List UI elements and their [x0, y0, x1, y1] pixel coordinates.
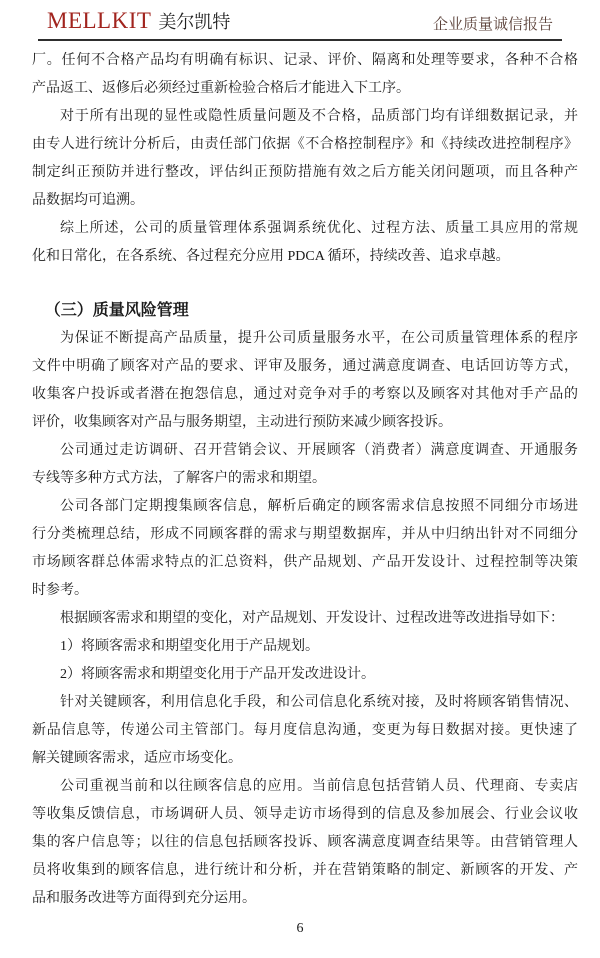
brand-logo-cjk: 美尔凯特 — [158, 12, 231, 32]
text-line: 员将收集到的顾客信息，进行统计和分析，并在营销策略的制定、新顾客的开发、产 — [32, 863, 578, 878]
paragraph — [32, 633, 578, 661]
text-line: 化和日常化，在各系统、各过程充分应用 PDCA 循环，持续改善、追求卓越。 — [32, 249, 510, 264]
text-line: 1）将顾客需求和期望变化用于产品规划。 — [60, 639, 319, 654]
section-heading — [32, 297, 578, 325]
text-line: 专线等多种方式方法，了解客户的需求和期望。 — [32, 471, 326, 486]
text-line: 评价，收集顾客对产品与服务期望，主动进行预防来减少顾客投诉。 — [32, 415, 452, 430]
text-line: 行分类梳理总结，形成不同顾客群的需求与期望数据库，并从中归纳出针对不同细分 — [32, 527, 578, 542]
text-line: 集的客户信息等；以往的信息包括顾客投诉、顾客满意度调查结果等。由营销管理人 — [32, 835, 578, 850]
paragraph — [32, 773, 578, 913]
paragraph — [32, 215, 578, 271]
text-line: 新品信息等，传递公司主管部门。每月度信息沟通，变更为每日数据对接。更快速了 — [32, 723, 578, 738]
text-line: 品数据均可追溯。 — [32, 193, 144, 208]
paragraph — [32, 325, 578, 437]
text-line: 市场顾客群总体需求特点的汇总资料，供产品规划、产品开发设计、过程控制等决策 — [32, 555, 578, 570]
text-line: （三）质量风险管理 — [44, 302, 189, 319]
text-line: 品和服务改进等方面得到充分运用。 — [32, 891, 256, 906]
text-line: 厂。任何不合格产品均有明确有标识、记录、评价、隔离和处理等要求，各种不合格 — [32, 53, 578, 68]
text-line: 公司通过走访调研、召开营销会议、开展顾客（消费者）满意度调查、开通服务 — [60, 443, 578, 458]
paragraph — [32, 605, 578, 633]
text-line: 收集客户投诉或者潜在抱怨信息，通过对竞争对手的考察以及顾客对其他对手产品的 — [32, 387, 578, 402]
text-line: 综上所述，公司的质量管理体系强调系统优化、过程方法、质量工具应用的常规 — [60, 221, 578, 236]
text-line: 为保证不断提高产品质量，提升公司质量服务水平，在公司质量管理体系的程序 — [60, 331, 578, 346]
paragraph — [32, 103, 578, 215]
text-line: 等收集反馈信息，市场调研人员、领导走访市场得到的信息及参加展会、行业会议收 — [32, 807, 578, 822]
page-number: 6 — [296, 921, 304, 936]
text-line: 公司重视当前和以往顾客信息的应用。当前信息包括营销人员、代理商、专卖店 — [60, 779, 578, 794]
text-line: 文件中明确了顾客对产品的要求、评审及服务，通过满意度调查、电话回访等方式， — [32, 359, 578, 374]
text-line: 针对关键顾客，利用信息化手段，和公司信息化系统对接，及时将顾客销售情况、 — [60, 695, 578, 710]
document-body — [32, 47, 578, 913]
paragraph — [32, 661, 578, 689]
text-line: 由专人进行统计分析后，由责任部门依据《不合格控制程序》和《持续改进控制程序》 — [32, 137, 578, 152]
paragraph — [32, 493, 578, 605]
paragraph — [32, 437, 578, 493]
text-line: 解关键顾客需求，适应市场变化。 — [32, 751, 242, 766]
text-line: 产品返工、返修后必须经过重新检验合格后才能进入下工序。 — [32, 81, 410, 96]
text-line: 对于所有出现的显性或隐性质量问题及不合格，品质部门均有详细数据记录，并 — [60, 109, 578, 124]
page-header — [38, 0, 562, 41]
text-line: 时参考。 — [32, 583, 88, 598]
text-line: 制定纠正预防并进行整改，评估纠正预防措施有效之后方能关闭问题项，而且各种产 — [32, 165, 578, 180]
paragraph — [32, 689, 578, 773]
paragraph — [32, 47, 578, 103]
text-line: 根据顾客需求和期望的变化，对产品规划、开发设计、过程改进等改进指导如下： — [60, 611, 564, 626]
brand — [38, 8, 230, 34]
report-title: 企业质量诚信报告 — [432, 17, 553, 33]
text-line: 公司各部门定期搜集顾客信息，解析后确定的顾客需求信息按照不同细分市场进 — [60, 499, 578, 514]
text-line: 2）将顾客需求和期望变化用于产品开发改进设计。 — [60, 667, 375, 682]
brand-logo-latin: MELLKIT — [47, 8, 152, 33]
